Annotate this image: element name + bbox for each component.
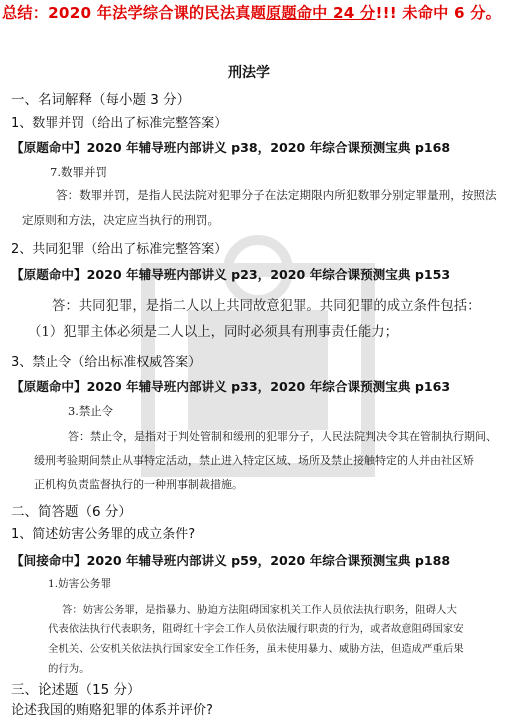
q3-answer-line3: 正机构负责监督执行的一种刑事制裁措施。: [34, 478, 243, 491]
q3-term: 3.禁止令: [68, 404, 114, 418]
section2-header: 二、简答题（6 分）: [11, 504, 132, 520]
q3-title: 3、禁止令（给出标准权威答案）: [11, 355, 202, 370]
s2-q1-term: 1.妨害公务罪: [48, 578, 112, 590]
s2-q1-ref: 【间接命中】2020 年辅导班内部讲义 p59，2020 年综合课预测宝典 p188: [11, 553, 451, 568]
s2-q1-answer-line2: 代表依法执行代表职务，阻碍红十字会工作人员依法履行职责的行为，或者故意阻碍国家安: [48, 623, 464, 635]
section-title: 刑法学: [228, 65, 270, 81]
summary-part1: 总结：2020 年法学综合课的民法真题: [2, 4, 266, 22]
s3-q1: 论述我国的贿赂犯罪的体系并评价?: [11, 703, 213, 718]
q1-term: 7.数罪并罚: [50, 165, 107, 179]
summary-part3: !!! 未命中 6 分。: [375, 4, 501, 22]
q1-answer-line2: 定原则和方法，决定应当执行的刑罚。: [22, 213, 220, 227]
s2-q1-answer-line4: 的行为。: [48, 663, 90, 675]
q1-ref: 【原题命中】2020 年辅导班内部讲义 p38，2020 年综合课预测宝典 p168: [11, 140, 451, 155]
q1-answer-line1: 答：数罪并罚，是指人民法院对犯罪分子在法定期限内所犯数罪分别定罪量刑，按照法: [56, 188, 497, 202]
s2-q1-answer-line1: 答：妨害公务罪，是指暴力、胁迫方法阻碍国家机关工作人员依法执行职务，阻碍人大: [62, 604, 457, 616]
q3-answer-line1: 答：禁止令，是指对于判处管制和缓刑的犯罪分子，人民法院判决令其在管制执行期间、: [68, 430, 497, 443]
q1-title-text: 1、数罪并罚（给出了标准完整答案）: [11, 116, 228, 131]
q2-ref: 【原题命中】2020 年辅导班内部讲义 p23，2020 年综合课预测宝典 p153: [11, 267, 451, 282]
q3-ref: 【原题命中】2020 年辅导班内部讲义 p33，2020 年综合课预测宝典 p163: [11, 379, 451, 394]
s2-q1-answer-line3: 全机关、公安机关依法执行国家安全工作任务，虽未使用暴力、威胁方法，但造成严重后果: [48, 643, 464, 655]
q3-answer-line2: 缓刑考验期间禁止从事特定活动，禁止进入特定区域、场所及禁止接触特定的人并由社区矫: [34, 454, 474, 467]
q1-title: [11, 112, 227, 131]
q2-answer-line1: 答：共同犯罪，是指二人以上共同故意犯罪。共同犯罪的成立条件包括：: [52, 299, 481, 314]
q2-answer-line2: （1）犯罪主体必须是二人以上，同时必须具有刑事责任能力；: [28, 325, 399, 340]
q2-title: 2、共同犯罪（给出了标准完整答案）: [11, 242, 228, 257]
summary-highlight: 原题命中 24 分: [265, 4, 376, 22]
section1-header: 一、名词解释（每小题 3 分）: [11, 92, 191, 108]
s2-q1-title: 1、简述妨害公务罪的成立条件?: [11, 527, 196, 542]
summary-line: [2, 2, 501, 23]
section3-header: 三、论述题（15 分）: [11, 682, 141, 698]
